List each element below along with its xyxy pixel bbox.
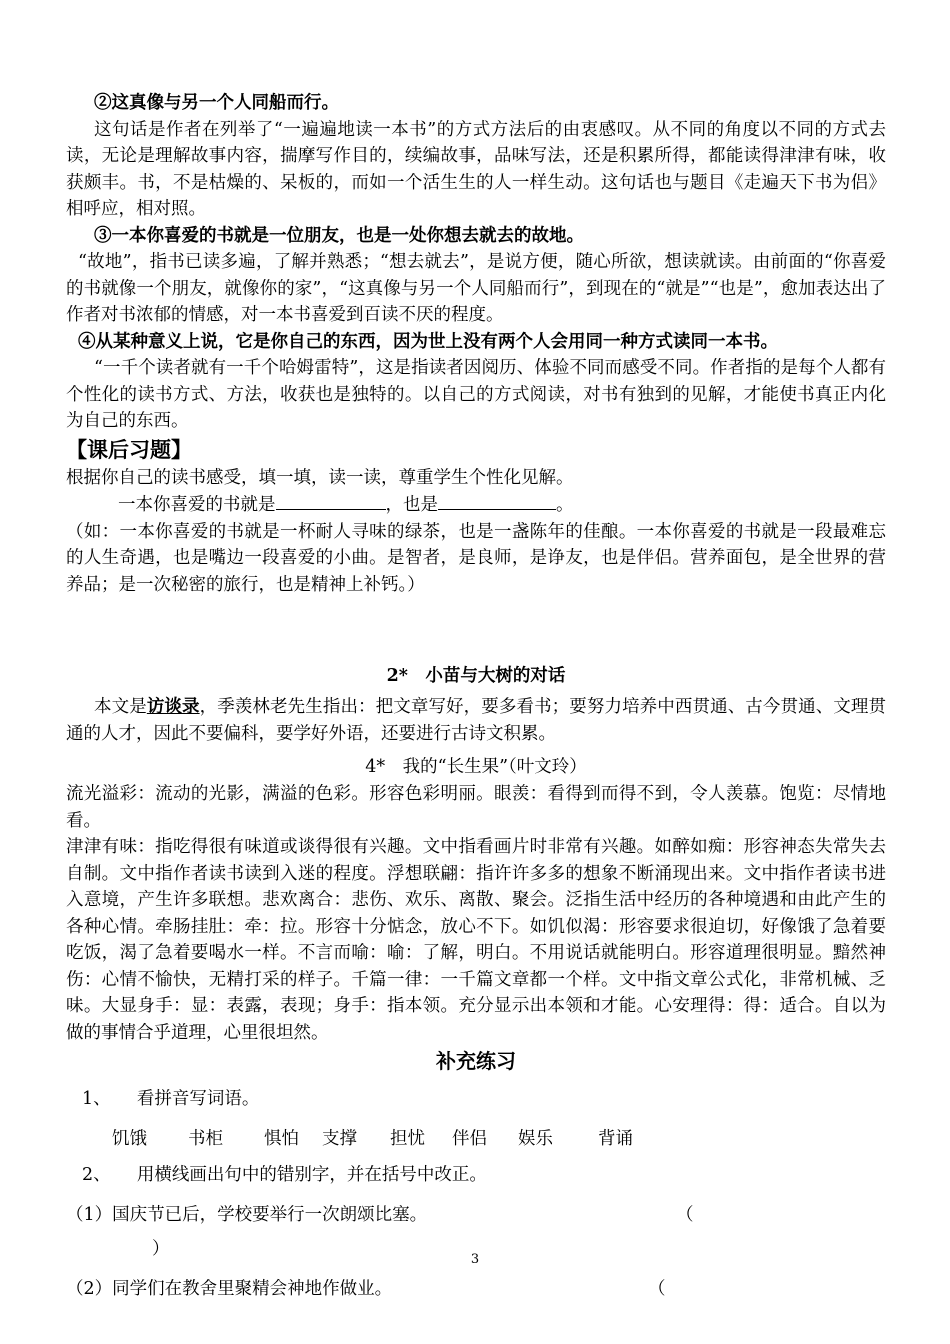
answer-paren-open[interactable]: （ bbox=[648, 1279, 666, 1299]
fill-prefix: 一本你喜爱的书就是 bbox=[118, 495, 276, 515]
sentence-3-heading: ③一本你喜爱的书就是一位朋友，也是一处你想去就去的故地。 bbox=[94, 225, 584, 246]
fill-suffix: 。 bbox=[556, 495, 574, 515]
sentence-2-explanation: 这句话是作者在列举了“一遍遍地读一本书”的方式方法后的由衷感叹。从不同的角度以不同的方式去读，无论是理解故事内容，揣摩写作目的，续编故事，品味写法，还是积累所得，都能读得津津有味，收获颇丰。书，不是枯燥的、呆板的，而如一个活生生的人一样生动。这句话也与题目《走遍天下书为侣》相呼应，相对照。 bbox=[66, 119, 886, 219]
sentence-3-explanation: “故地”，指书已读多遍，了解并熟悉；“想去就去”，是说方便，随心所欲，想读就读。由前面的“你喜爱的书就像一个朋友，就像你的家”，“这真像与另一个人同船而行”，到现在的“就是”“也是”，愈加表达出了作者对书浓郁的情感，对一本书喜爱到百读不厌的程度。 bbox=[66, 252, 886, 325]
fill-blank-2[interactable] bbox=[438, 491, 556, 510]
word-item: 伴侣 bbox=[452, 1129, 487, 1149]
sentence-4-heading: ④从某种意义上说，它是你自己的东西，因为世上没有两个人会用同一种方式读同一本书。 bbox=[78, 331, 778, 352]
answer-paren-close: ） bbox=[152, 1239, 170, 1259]
fill-middle: ，也是 bbox=[385, 495, 438, 515]
sentence-2-text: （2）同学们在教舍里聚精会神地作做业。 bbox=[66, 1279, 393, 1299]
word-item: 担忧 bbox=[390, 1129, 425, 1149]
word-item: 书柜 bbox=[188, 1129, 223, 1149]
lesson-4-title: 4* 我的“长生果”（叶文玲） bbox=[365, 757, 587, 777]
homework-instruction: 根据你自己的读书感受，填一填，读一读，尊重学生个性化见解。 bbox=[66, 467, 574, 488]
word-item: 背诵 bbox=[598, 1129, 633, 1149]
exercise-q2: 2、 用横线画出句中的错别字，并在括号中改正。 bbox=[82, 1165, 487, 1185]
homework-heading: 【课后习题】 bbox=[66, 436, 192, 462]
lesson-2-text-rest: ，季羡林老先生指出：把文章写好，要多看书；要努力培养中西贯通、古今贯通、文理贯通的人才，因此不要偏科，要学好外语，还要进行古诗文积累。 bbox=[66, 697, 887, 744]
page-number: 3 bbox=[470, 1252, 480, 1267]
homework-example: （如：一本你喜爱的书就是一杯耐人寻味的绿茶，也是一盏陈年的佳酿。一本你喜爱的书就是一段最难忘的人生奇遇，也是嘴边一段喜爱的小曲。是智者，是良师，是诤友，也是伴侣。营养面包，是全世界的营养品；是一次秘密的旅行，也是精神上补钙。） bbox=[66, 521, 886, 595]
exercise-sentence-2 bbox=[66, 1276, 886, 1302]
exercise-sentence-1 bbox=[66, 1202, 886, 1228]
spacer bbox=[66, 598, 886, 662]
lesson-2-text bbox=[66, 694, 886, 747]
exercises-title: 补充练习 bbox=[436, 1049, 516, 1073]
word-item: 娱乐 bbox=[518, 1129, 553, 1149]
exercise-q1: 1、 看拼音写词语。 bbox=[82, 1089, 260, 1109]
word-item: 饥饿 bbox=[112, 1129, 147, 1149]
lesson-2-title: 2* 小苗与大树的对话 bbox=[386, 666, 566, 686]
sentence-2-heading: ②这真像与另一个人同船而行。 bbox=[94, 93, 339, 113]
document-page bbox=[66, 90, 886, 1302]
lesson-2-text-prefix: 本文是 bbox=[94, 697, 147, 717]
pinyin-word-list bbox=[112, 1126, 886, 1152]
word-item: 惧怕 bbox=[264, 1129, 299, 1149]
homework-fill-line bbox=[66, 491, 886, 519]
lesson-4-vocab-1: 流光溢彩：流动的光影，满溢的色彩。形容色彩明丽。眼羡：看得到而得不到，令人羡慕。饱览：尽情地看。 bbox=[66, 784, 886, 831]
lesson-4-vocab-2: 津津有味：指吃得很有味道或谈得很有兴趣。文中指看画片时非常有兴趣。如醉如痴：形容神态失常失去自制。文中指作者读书读到入迷的程度。浮想联翩：指许许多多的想象不断涌现出来。文中指作者读书进入意境，产生许多联想。悲欢离合：悲伤、欢乐、离散、聚会。泛指生活中经历的各种境遇和由此产生的各种心情。牵肠挂肚：牵：拉。形容十分惦念，放心不下。如饥似渴：形容要求很迫切，好像饿了急着要吃饭，渴了急着要喝水一样。不言而喻：喻：了解，明白。不用说话就能明白。形容道理很明显。黯然神伤：心情不愉快，无精打采的样子。千篇一律：一千篇文章都一个样。文中指文章公式化，非常机械、乏味。大显身手：显：表露，表现；身手：指本领。充分显示出本领和才能。心安理得：得：适合。自以为做的事情合乎道理，心里很坦然。 bbox=[66, 837, 886, 1043]
word-item: 支撑 bbox=[322, 1129, 357, 1149]
lesson-2-emphasis: 访谈录 bbox=[146, 697, 200, 717]
sentence-4-explanation: “一千个读者就有一千个哈姆雷特”，这是指读者因阅历、体验不同而感受不同。作者指的是每个人都有个性化的读书方式、方法，收获也是独特的。以自己的方式阅读，对书有独到的见解，才能使书真正内化为自己的东西。 bbox=[66, 358, 886, 431]
fill-blank-1[interactable] bbox=[276, 491, 386, 510]
answer-paren-open[interactable]: （ bbox=[676, 1205, 694, 1225]
sentence-1-text: （1）国庆节已后，学校要举行一次朗颂比塞。 bbox=[66, 1205, 428, 1225]
